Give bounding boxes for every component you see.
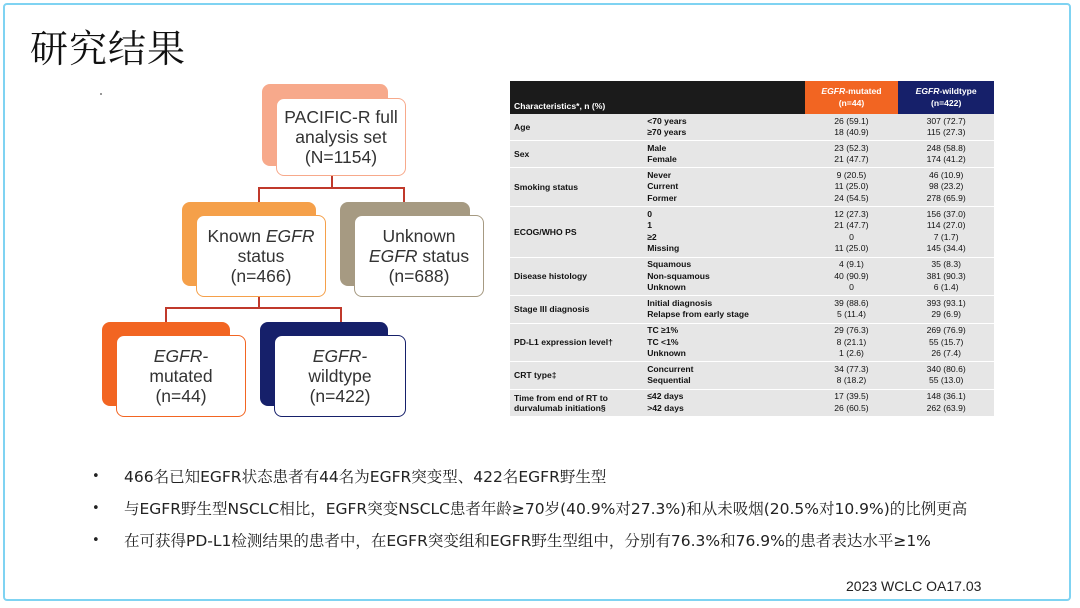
header-mutated [805,81,899,114]
mutated-line2: mutated [149,366,213,386]
row-characteristic: Age [510,114,643,141]
row-subcategories-value: 0 [647,208,652,219]
row-mutated-value: 1 (2.6) [839,348,864,359]
row-subcategories-value: Sequential [647,375,691,386]
row-subcategories-value: <70 years [647,115,687,126]
row-subcategories-value: ≤42 days [647,391,684,402]
row-wildtype [898,141,994,168]
row-mutated [805,257,899,296]
known-line3: (n=466) [230,266,292,286]
row-wildtype-value: 269 (76.9) [926,325,966,336]
row-wildtype-value: 262 (63.9) [926,402,966,413]
row-wildtype-value: 55 (15.7) [928,336,964,347]
characteristics-table-wrap [510,81,994,417]
page-title: 研究结果 [30,27,187,71]
row-subcategories [643,114,804,141]
row-mutated [805,389,899,416]
row-mutated-value: 0 [849,282,854,293]
row-subcategories [643,323,804,362]
row-mutated-value: 12 (27.3) [834,208,869,219]
table-row [510,323,994,362]
row-subcategories-value: Non-squamous [647,270,710,281]
row-characteristic: Disease histology [510,257,643,296]
row-wildtype-value: 248 (58.8) [926,142,966,153]
row-mutated [805,168,899,207]
row-wildtype-value: 26 (7.4) [931,348,961,359]
row-wildtype-value: 307 (72.7) [926,115,966,126]
row-subcategories-value: Squamous [647,259,692,270]
wildtype-line2: wildtype [308,366,372,386]
table-row [510,296,994,323]
row-wildtype-value: 6 (1.4) [933,282,959,293]
row-mutated [805,114,899,141]
wildtype-gene: EGFR- [312,346,368,366]
row-wildtype-value: 381 (90.3) [926,270,966,281]
row-mutated [805,296,899,323]
full-set-line2: analysis set [295,127,387,147]
row-wildtype-value: 55 (13.0) [928,375,964,386]
row-subcategories-value: 1 [647,220,652,231]
row-characteristic: Time from end of RT to durvalumab initiation§ [510,389,643,416]
row-mutated-value: 17 (39.5) [834,391,869,402]
table-row [510,207,994,257]
known-gene: EGFR [265,226,315,246]
row-wildtype-value: 46 (10.9) [928,169,964,180]
wildtype-box [274,335,406,417]
row-wildtype-value: 114 (27.0) [926,220,966,231]
mutated-line3: (n=44) [155,386,207,406]
row-mutated-value: 8 (18.2) [836,375,867,386]
table-body [510,114,994,416]
row-subcategories [643,389,804,416]
mutated-gene: EGFR- [153,346,209,366]
unknown-status-box [354,215,484,297]
connector-branch-1 [258,187,404,189]
row-wildtype-value: 393 (93.1) [926,297,966,308]
row-wildtype-value: 145 (34.4) [926,243,966,254]
full-set-line1: PACIFIC-R full [284,107,398,127]
header-wildtype-gene: EGFR [915,85,940,96]
row-mutated-value: 4 (9.1) [839,259,864,270]
row-subcategories-value: Former [647,193,677,204]
header-mutated-label: -mutated [845,85,882,96]
row-mutated-value: 34 (77.3) [834,363,869,374]
row-wildtype-value: 98 (23.2) [928,181,964,192]
row-wildtype [898,207,994,257]
row-subcategories [643,296,804,323]
row-wildtype [898,389,994,416]
header-mutated-n: (n=44) [838,97,865,108]
row-mutated-value: 21 (47.7) [834,154,869,165]
row-mutated-value: 21 (47.7) [834,220,869,231]
characteristics-table [510,81,994,417]
bullet-dot-icon: • [92,468,100,484]
row-subcategories-value: Female [647,154,677,165]
row-mutated [805,323,899,362]
known-line2: status [237,246,285,266]
bullet-text: 在可获得PD-L1检测结果的患者中，在EGFR突变组和EGFR野生型组中，分别有76.3%和76.9%的患者表达水平≥1% [124,532,931,550]
row-subcategories [643,362,804,389]
full-set-box [276,98,406,176]
row-characteristic: Stage III diagnosis [510,296,643,323]
table-row [510,114,994,141]
row-mutated-value: 26 (60.5) [834,402,869,413]
table-header-row [510,81,994,114]
table-row [510,257,994,296]
table-row [510,362,994,389]
row-wildtype-value: 115 (27.3) [926,127,966,138]
row-subcategories-value: Male [647,142,667,153]
mutated-box [116,335,246,417]
header-characteristics: Characteristics*, n (%) [510,81,805,114]
row-mutated-value: 23 (52.3) [834,142,869,153]
full-set-line3: (N=1154) [304,147,378,167]
bullet-item [92,460,967,492]
row-mutated [805,141,899,168]
row-characteristic: Sex [510,141,643,168]
row-subcategories [643,168,804,207]
row-wildtype [898,323,994,362]
known-status-box [196,215,326,297]
row-subcategories-value: >42 days [647,402,684,413]
row-subcategories-value: Relapse from early stage [647,309,749,320]
bullet-text: 与EGFR野生型NSCLC相比，EGFR突变NSCLC患者年龄≥70岁(40.9%对27.3%)和从未吸烟(20.5%对10.9%)的比例更高 [124,500,968,518]
row-mutated [805,362,899,389]
row-mutated-value: 40 (90.9) [834,270,869,281]
known-pre: Known [207,226,266,246]
row-subcategories-value: Missing [647,243,680,254]
row-mutated-value: 8 (21.1) [836,336,867,347]
row-mutated-value: 29 (76.3) [834,325,869,336]
header-wildtype-n: (n=422) [930,97,962,108]
row-mutated-value: 18 (40.9) [834,127,869,138]
connector-branch-2 [165,307,341,309]
decorative-dot [100,93,102,95]
row-wildtype-value: 35 (8.3) [931,259,961,270]
row-wildtype [898,114,994,141]
bullet-item [92,492,967,524]
unknown-line3: (n=688) [388,266,450,286]
row-subcategories-value: Concurrent [647,363,694,374]
row-wildtype [898,168,994,207]
row-characteristic: CRT type‡ [510,362,643,389]
source-citation: 2023 WCLC OA17.03 [846,578,982,594]
bullet-dot-icon: • [92,532,100,548]
header-mutated-gene: EGFR [821,85,846,96]
header-wildtype [898,81,994,114]
row-subcategories-value: Unknown [647,348,686,359]
unknown-gene: EGFR [368,246,418,266]
bullet-text: 466名已知EGFR状态患者有44名为EGFR突变型、422名EGFR野生型 [124,468,607,486]
bullet-list [92,460,967,556]
table-row [510,141,994,168]
row-mutated-value: 0 [849,231,854,242]
row-wildtype-value: 156 (37.0) [926,208,966,219]
row-wildtype [898,257,994,296]
unknown-post: status [417,246,470,266]
row-mutated [805,207,899,257]
bullet-dot-icon: • [92,500,100,516]
row-mutated-value: 39 (88.6) [834,297,869,308]
row-wildtype-value: 29 (6.9) [931,309,961,320]
row-wildtype-value: 174 (41.2) [926,154,966,165]
row-characteristic: ECOG/WHO PS [510,207,643,257]
table-row [510,168,994,207]
row-subcategories-value: ≥70 years [647,127,687,138]
row-wildtype [898,362,994,389]
row-subcategories [643,207,804,257]
bullet-item [92,524,967,556]
row-mutated-value: 11 (25.0) [834,181,869,192]
unknown-line2 [369,246,469,266]
row-mutated-value: 26 (59.1) [834,115,869,126]
table-row [510,389,994,416]
row-wildtype-value: 148 (36.1) [926,391,966,402]
row-mutated-value: 11 (25.0) [834,243,869,254]
header-wildtype-label: -wildtype [939,85,977,96]
row-mutated-value: 24 (54.5) [834,193,869,204]
row-mutated-value: 5 (11.4) [836,309,866,320]
row-subcategories-value: ≥2 [647,231,657,242]
row-subcategories [643,141,804,168]
row-wildtype-value: 340 (80.6) [926,363,966,374]
row-mutated-value: 9 (20.5) [836,169,867,180]
row-subcategories-value: Never [647,169,672,180]
row-wildtype [898,296,994,323]
known-line1 [208,226,315,246]
wildtype-line3: (n=422) [309,386,371,406]
row-characteristic: Smoking status [510,168,643,207]
row-subcategories-value: Current [647,181,679,192]
row-subcategories-value: Unknown [647,282,686,293]
row-subcategories [643,257,804,296]
row-wildtype-value: 7 (1.7) [933,231,959,242]
unknown-line1: Unknown [382,226,456,246]
row-wildtype-value: 278 (65.9) [926,193,966,204]
row-subcategories-value: TC ≥1% [647,325,679,336]
row-subcategories-value: TC <1% [647,336,679,347]
row-subcategories-value: Initial diagnosis [647,297,713,308]
row-characteristic: PD-L1 expression level† [510,323,643,362]
